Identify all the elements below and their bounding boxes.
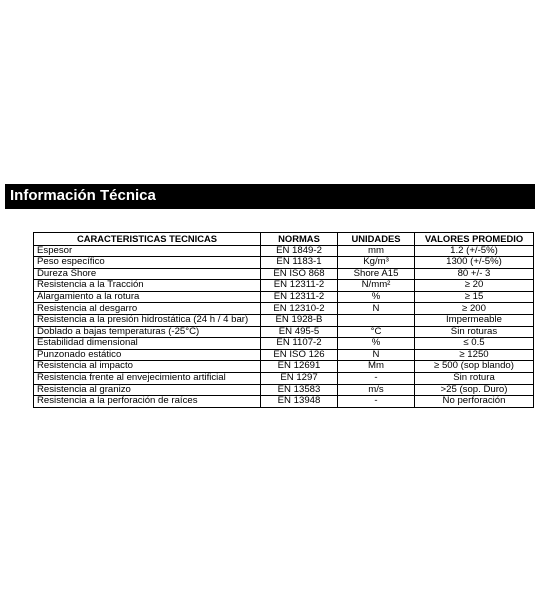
norm-cell: EN 13948 — [261, 396, 338, 408]
unit-cell: - — [338, 396, 415, 408]
norm-cell: EN 12311-2 — [261, 280, 338, 292]
table-row — [34, 291, 534, 303]
value-cell: ≥ 200 — [415, 303, 534, 315]
value-cell: 1300 (+/-5%) — [415, 257, 534, 269]
value-cell: ≥ 15 — [415, 291, 534, 303]
unit-cell: m/s — [338, 384, 415, 396]
characteristic-cell: Resistencia a la perforación de raíces — [34, 396, 261, 408]
unit-cell: Kg/m³ — [338, 257, 415, 269]
table-row — [34, 361, 534, 373]
unit-cell: % — [338, 338, 415, 350]
norm-cell: EN 13583 — [261, 384, 338, 396]
table-row — [34, 373, 534, 385]
table-row — [34, 396, 534, 408]
table-row — [34, 384, 534, 396]
norm-cell: EN 1297 — [261, 373, 338, 385]
table-body — [34, 245, 534, 407]
value-cell: No perforación — [415, 396, 534, 408]
characteristic-cell: Resistencia frente al envejecimiento artificial — [34, 373, 261, 385]
norm-cell: EN 495-5 — [261, 326, 338, 338]
value-cell: ≥ 1250 — [415, 349, 534, 361]
unit-cell: - — [338, 373, 415, 385]
characteristic-cell: Resistencia al desgarro — [34, 303, 261, 315]
norm-cell: EN ISO 868 — [261, 268, 338, 280]
value-cell: 1.2 (+/-5%) — [415, 245, 534, 257]
norm-cell: EN 12311-2 — [261, 291, 338, 303]
value-cell: Impermeable — [415, 315, 534, 327]
table-row — [34, 315, 534, 327]
characteristic-cell: Estabilidad dimensional — [34, 338, 261, 350]
section-header-bar — [5, 184, 535, 209]
norm-cell: EN 12691 — [261, 361, 338, 373]
value-cell: ≥ 500 (sop blando) — [415, 361, 534, 373]
norm-cell: EN 1107-2 — [261, 338, 338, 350]
unit-cell — [338, 315, 415, 327]
unit-cell: Shore A15 — [338, 268, 415, 280]
norm-cell: EN 1928-B — [261, 315, 338, 327]
norm-cell: EN 1849-2 — [261, 245, 338, 257]
column-header-characteristics: CARACTERISTICAS TECNICAS — [34, 233, 261, 246]
table-row — [34, 280, 534, 292]
value-cell: ≤ 0.5 — [415, 338, 534, 350]
unit-cell: mm — [338, 245, 415, 257]
characteristic-cell: Resistencia a la Tracción — [34, 280, 261, 292]
value-cell: Sin rotura — [415, 373, 534, 385]
characteristic-cell: Dureza Shore — [34, 268, 261, 280]
table-row — [34, 268, 534, 280]
header-rule — [5, 206, 535, 209]
section-title: Información Técnica — [10, 187, 156, 204]
norm-cell: EN ISO 126 — [261, 349, 338, 361]
characteristic-cell: Punzonado estático — [34, 349, 261, 361]
characteristic-cell: Alargamiento a la rotura — [34, 291, 261, 303]
characteristic-cell: Resistencia al impacto — [34, 361, 261, 373]
unit-cell: % — [338, 291, 415, 303]
table-row — [34, 349, 534, 361]
table-row — [34, 338, 534, 350]
technical-data-table — [33, 232, 534, 408]
unit-cell: Mm — [338, 361, 415, 373]
unit-cell: N — [338, 349, 415, 361]
table-header-row — [34, 233, 534, 246]
column-header-average-values: VALORES PROMEDIO — [415, 233, 534, 246]
column-header-norms: NORMAS — [261, 233, 338, 246]
norm-cell: EN 1183-1 — [261, 257, 338, 269]
characteristic-cell: Resistencia a la presión hidrostática (24 h / 4 bar) — [34, 315, 261, 327]
unit-cell: °C — [338, 326, 415, 338]
value-cell: >25 (sop. Duro) — [415, 384, 534, 396]
unit-cell: N — [338, 303, 415, 315]
unit-cell: N/mm² — [338, 280, 415, 292]
table-row — [34, 326, 534, 338]
table-row — [34, 303, 534, 315]
value-cell: ≥ 20 — [415, 280, 534, 292]
characteristic-cell: Doblado a bajas temperaturas (-25°C) — [34, 326, 261, 338]
value-cell: 80 +/- 3 — [415, 268, 534, 280]
table-row — [34, 257, 534, 269]
norm-cell: EN 12310-2 — [261, 303, 338, 315]
characteristic-cell: Espesor — [34, 245, 261, 257]
characteristic-cell: Peso específico — [34, 257, 261, 269]
characteristic-cell: Resistencia al granizo — [34, 384, 261, 396]
table-row — [34, 245, 534, 257]
value-cell: Sin roturas — [415, 326, 534, 338]
column-header-units: UNIDADES — [338, 233, 415, 246]
